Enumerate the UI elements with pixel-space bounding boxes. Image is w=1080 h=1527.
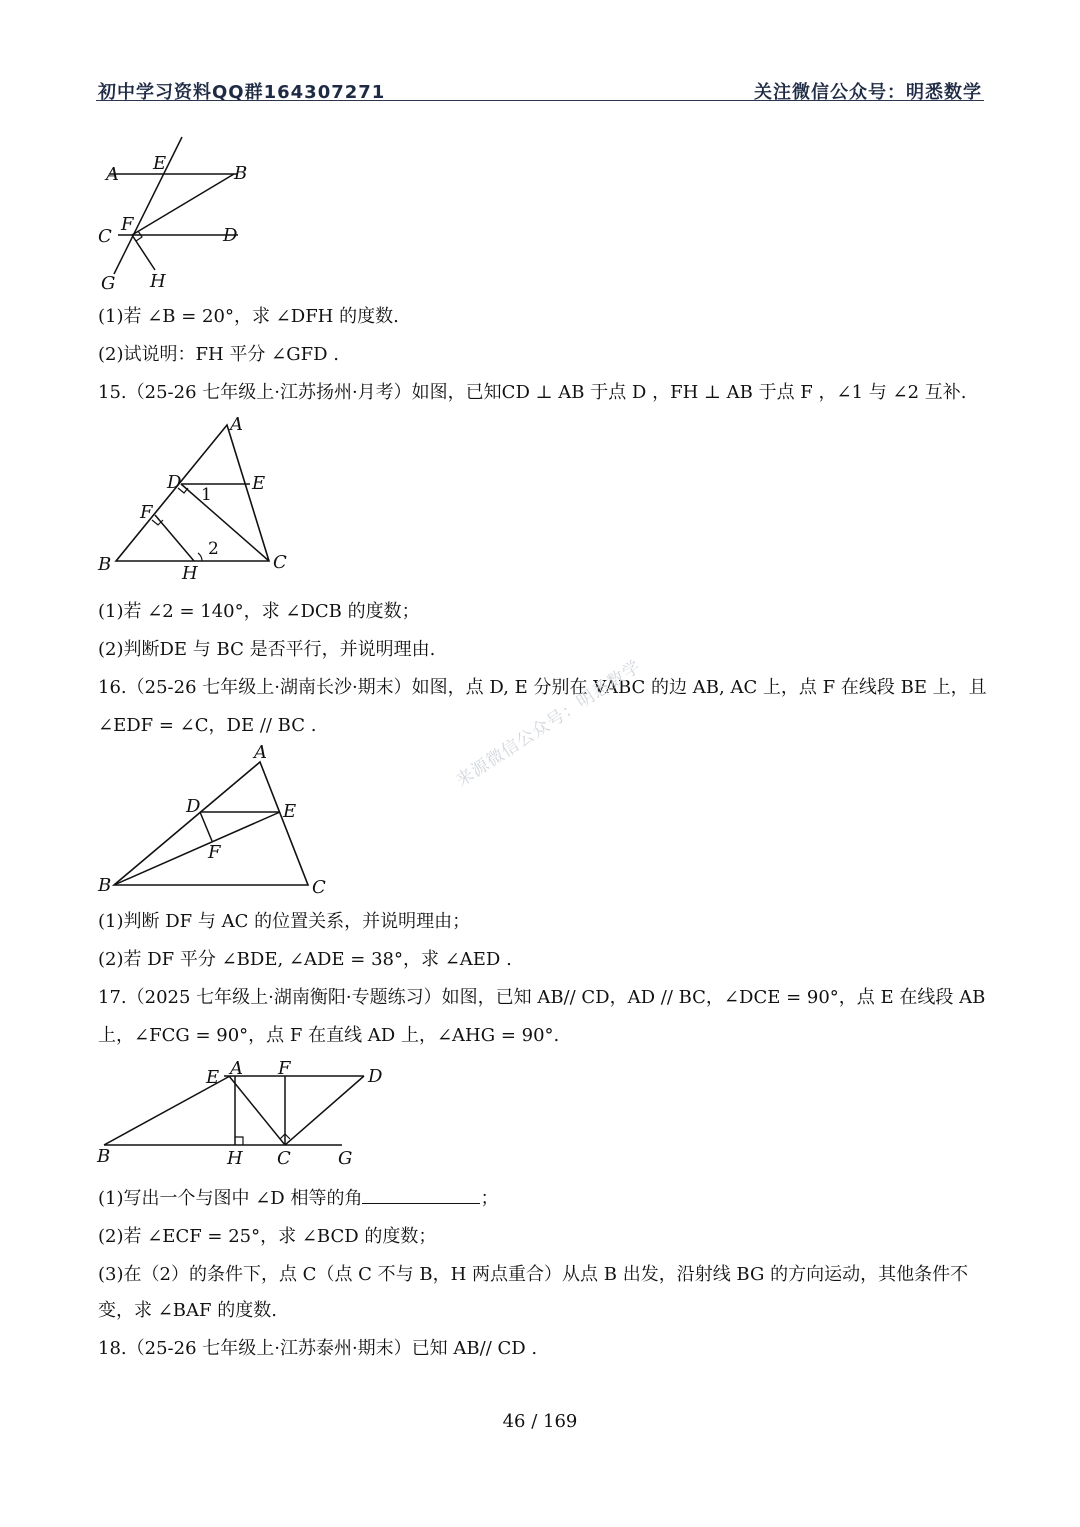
fig14-line-fh xyxy=(132,235,155,270)
q15-part1: (1)若 ∠2 = 140°，求 ∠DCB 的度数； xyxy=(98,601,420,622)
fig15-label-h: H xyxy=(182,563,198,584)
fig16-label-c: C xyxy=(312,877,326,898)
fig14-line-eg xyxy=(114,137,182,274)
q17-stem-line1: 17.（2025 七年级上·湖南衡阳·专题练习）如图，已知 AB// CD，AD // BC，∠DCE = 90°，点 E 在线段 AB xyxy=(98,987,986,1008)
figure-q16 xyxy=(92,740,342,904)
fig14-line-bf xyxy=(132,174,234,235)
fig16-label-d: D xyxy=(186,796,201,817)
fig14-label-d: D xyxy=(223,225,238,246)
q17-part3-line2: 变，求 ∠BAF 的度数. xyxy=(98,1300,277,1321)
fig17-label-b: B xyxy=(97,1146,111,1167)
fig15-label-c: C xyxy=(273,552,287,573)
fig14-label-e: E xyxy=(153,153,167,174)
fig15-label-b: B xyxy=(98,554,112,575)
fig16-label-a: A xyxy=(254,742,267,763)
fig14-label-a: A xyxy=(106,164,119,185)
header-left-text: 初中学习资料QQ群164307271 xyxy=(98,82,386,103)
q18-stem: 18.（25-26 七年级上·江苏泰州·期末）已知 AB// CD . xyxy=(98,1338,538,1359)
fig17-line-ec xyxy=(229,1076,285,1145)
q16-stem-line1: 16.（25-26 七年级上·湖南长沙·期末）如图，点 D, E 分别在 VABC 的边 AB, AC 上，点 F 在线段 BE 上，且 xyxy=(98,677,987,698)
fig16-line-df xyxy=(200,812,212,841)
fig17-label-d: D xyxy=(368,1066,383,1087)
fig15-label-f: F xyxy=(140,502,153,523)
figure-q14 xyxy=(92,132,262,301)
fig14-label-c: C xyxy=(98,226,112,247)
fig14-label-h: H xyxy=(150,271,166,292)
fig17-right-angle-h xyxy=(235,1137,243,1145)
q16-part1: (1)判断 DF 与 AC 的位置关系，并说明理由； xyxy=(98,911,471,932)
q17-part3-line1: (3)在（2）的条件下，点 C（点 C 不与 B，H 两点重合）从点 B 出发，沿射线 BG 的方向运动，其他条件不 xyxy=(98,1264,969,1285)
fig16-label-b: B xyxy=(98,875,112,896)
header-right-text: 关注微信公众号：明悉数学 xyxy=(754,82,982,103)
q17-part2: (2)若 ∠ECF = 25°，求 ∠BCD 的度数； xyxy=(98,1226,437,1247)
q17-stem-line2: 上，∠FCG = 90°，点 F 在直线 AD 上，∠AHG = 90°. xyxy=(98,1025,560,1046)
q16-stem-line2: ∠EDF = ∠C，DE // BC . xyxy=(98,715,317,736)
figure-q17 xyxy=(92,1052,402,1174)
q16-part2: (2)若 DF 平分 ∠BDE, ∠ADE = 38°，求 ∠AED . xyxy=(98,949,512,970)
fig15-label-e: E xyxy=(252,473,266,494)
q15-part2: (2)判断DE 与 BC 是否平行，并说明理由. xyxy=(98,639,436,660)
q17-part1-end: ； xyxy=(480,1188,499,1209)
fig15-label-2: 2 xyxy=(208,539,219,559)
fig15-label-d: D xyxy=(167,472,182,493)
fig15-line-dc xyxy=(181,484,269,561)
fig17-label-a: A xyxy=(230,1058,243,1079)
fig17-label-h: H xyxy=(227,1148,243,1169)
fig17-label-e: E xyxy=(206,1067,220,1088)
fig17-label-c: C xyxy=(277,1148,291,1169)
fig16-label-e: E xyxy=(283,801,297,822)
header-rule xyxy=(96,100,984,101)
q17-part1 xyxy=(98,1184,498,1210)
fig16-label-f: F xyxy=(208,842,221,863)
q17-part1-text: (1)写出一个与图中 ∠D 相等的角 xyxy=(98,1188,363,1209)
fig14-label-f: F xyxy=(121,214,134,235)
fig16-line-be xyxy=(114,812,280,885)
figure-q15 xyxy=(92,410,302,589)
fig15-angle2-arc xyxy=(198,553,202,561)
watermark: 来源微信公众号：明悉数学 xyxy=(452,656,645,791)
fig14-label-g: G xyxy=(101,273,116,294)
q14-part1: (1)若 ∠B = 20°，求 ∠DFH 的度数. xyxy=(98,306,399,327)
q14-part2: (2)试说明：FH 平分 ∠GFD . xyxy=(98,344,339,365)
q17-answer-blank[interactable] xyxy=(362,1187,480,1204)
fig16-triangle-abc xyxy=(114,762,308,885)
fig17-label-f: F xyxy=(278,1058,291,1079)
fig15-label-a: A xyxy=(230,414,243,435)
fig15-label-1: 1 xyxy=(201,485,212,505)
page-number: 46 / 169 xyxy=(502,1411,578,1432)
fig14-label-b: B xyxy=(234,163,248,184)
fig17-label-g: G xyxy=(338,1148,353,1169)
q15-stem: 15.（25-26 七年级上·江苏扬州·月考）如图，已知CD ⊥ AB 于点 D ，FH ⊥ AB 于点 F ，∠1 与 ∠2 互补. xyxy=(98,382,967,403)
fig17-line-dc xyxy=(285,1076,364,1145)
